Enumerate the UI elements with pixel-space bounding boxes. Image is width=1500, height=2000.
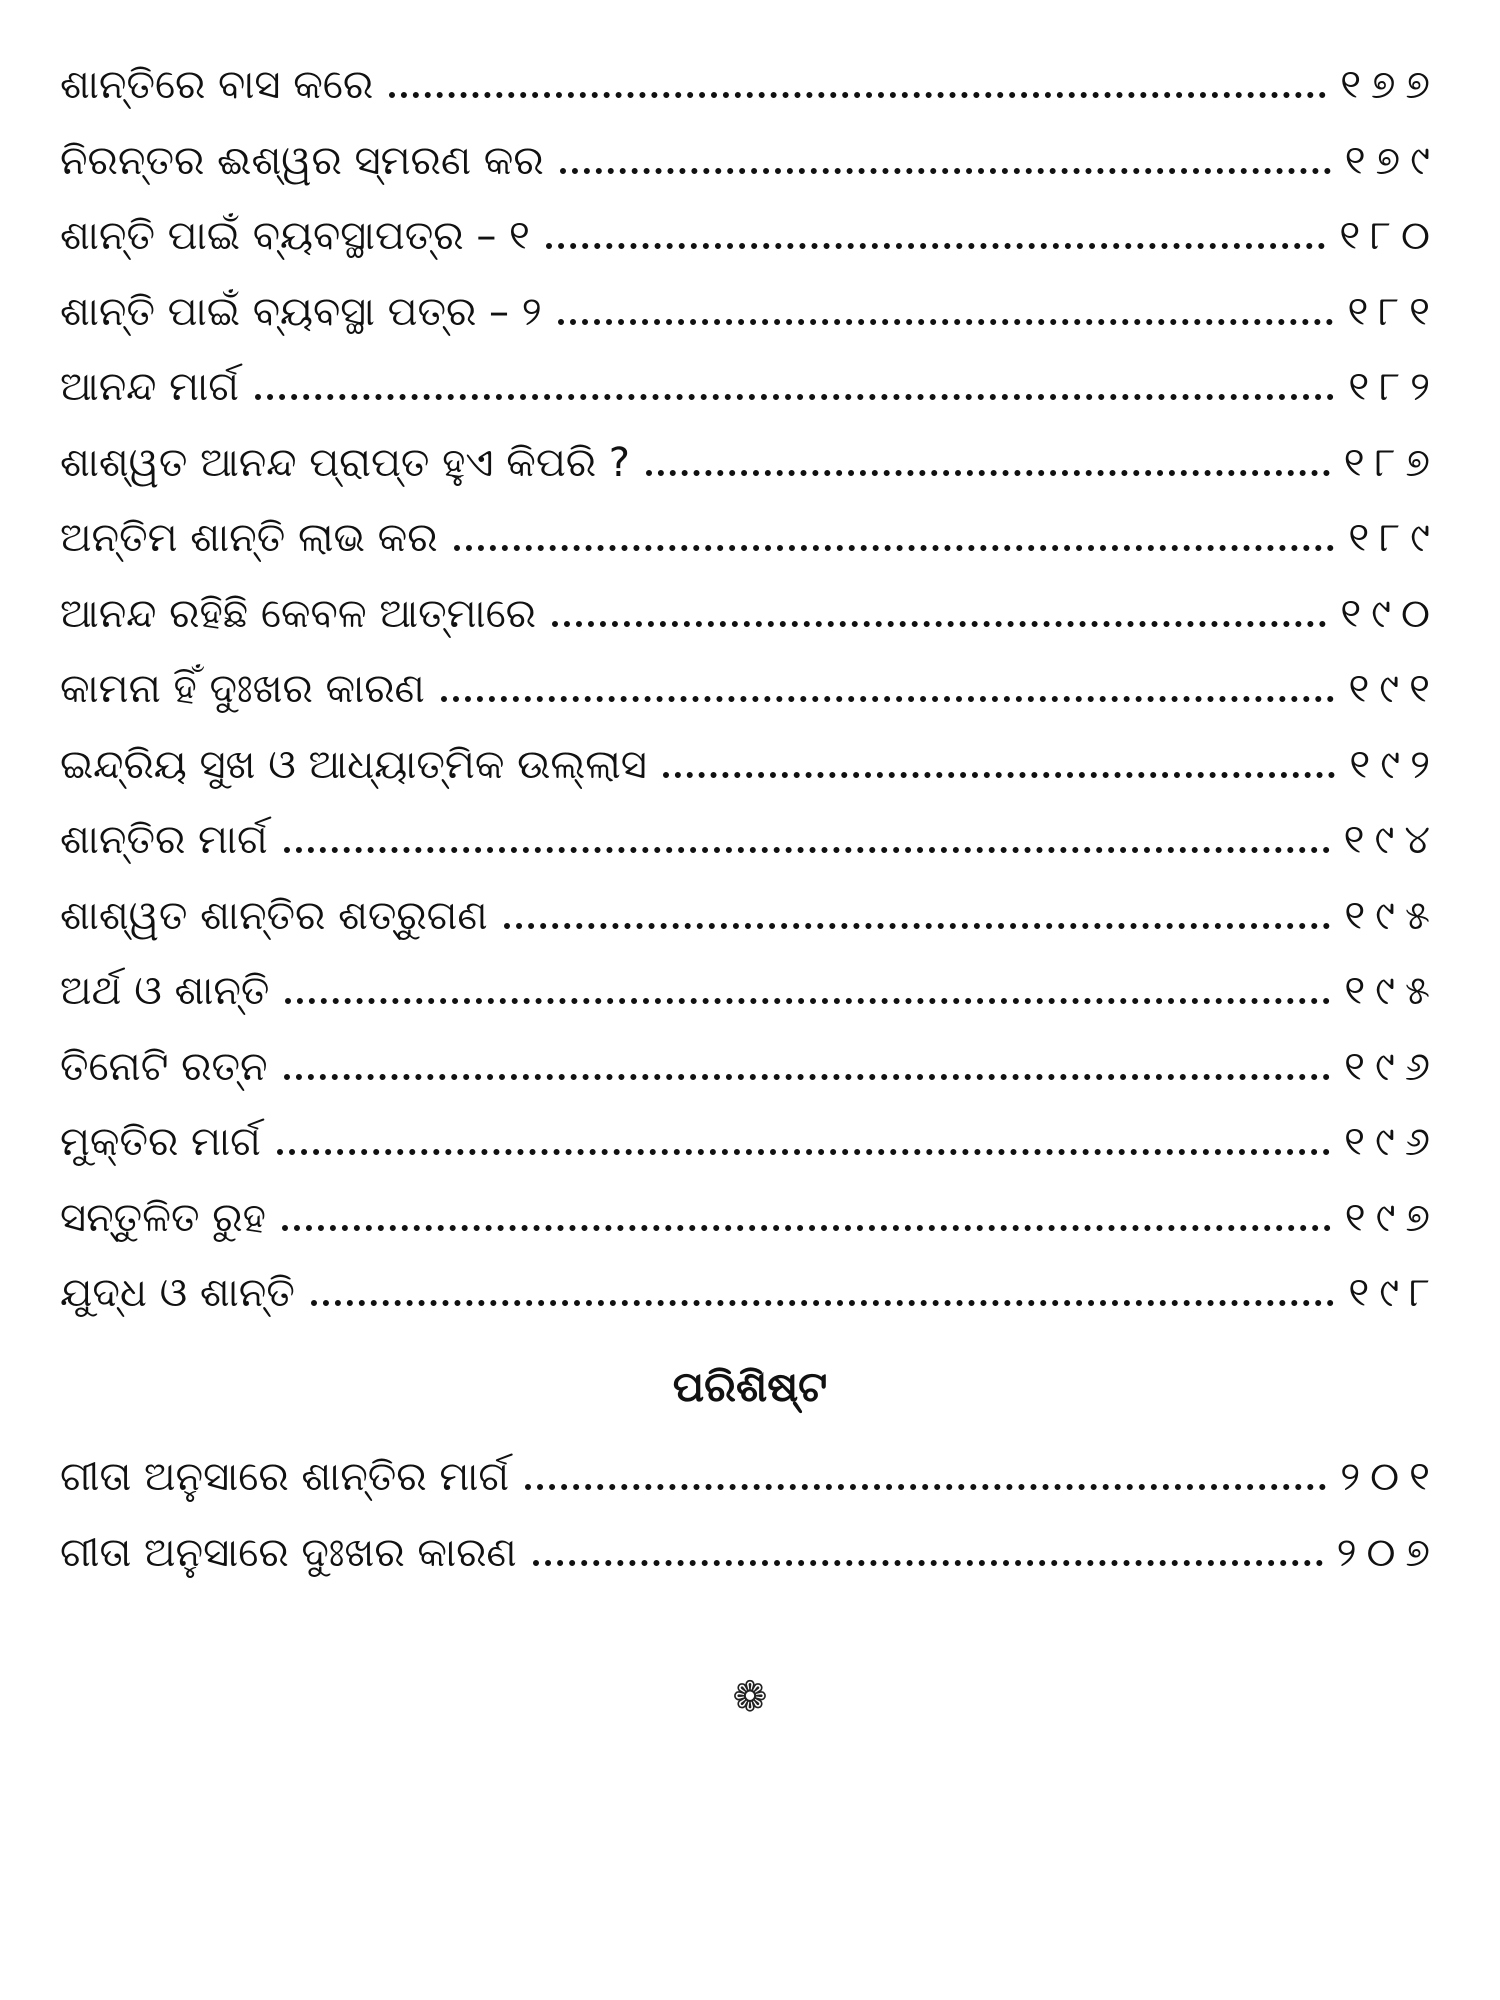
toc-entry — [60, 1030, 1440, 1106]
toc-entry — [60, 577, 1440, 653]
dot-leader — [284, 847, 1330, 853]
toc-entry-page: ୧୮୯ — [1348, 515, 1440, 561]
appendix-heading: ପରିଶିଷ୍ଟ — [672, 1362, 828, 1411]
dot-leader — [504, 923, 1331, 929]
toc-entry-page: ୧୮୦ — [1339, 213, 1440, 259]
toc-entry — [60, 124, 1440, 200]
toc-entry-title: ଅର୍ଥ ଓ ଶାନ୍ତି — [60, 968, 270, 1014]
toc-entry-page: ୧୭୯ — [1344, 137, 1440, 184]
dot-leader — [284, 1074, 1331, 1080]
appendix-entry — [60, 1516, 1440, 1592]
dot-leader — [533, 1560, 1323, 1566]
toc-entry-page: ୧୮୭ — [1343, 439, 1440, 486]
appendix-entry-page: ୨୦୭ — [1336, 1529, 1440, 1576]
toc-entry-page: ୧୯୬ — [1344, 1119, 1440, 1165]
toc-entry-title: ଶାଶ୍ୱତ ଶାନ୍ତିର ଶତ୍ରୁଗଣ — [60, 892, 488, 939]
dot-leader — [277, 1149, 1330, 1155]
appendix-entry-title: ଗୀତା ଅନୁସାରେ ଦୁଃଖର କାରଣ — [60, 1529, 517, 1576]
dot-leader — [546, 243, 1325, 249]
toc-entry-title: ଅନ୍ତିମ ଶାନ୍ତି ଲାଭ କର — [60, 515, 438, 561]
toc-entry-title: ଆନନ୍ଦ ରହିଛି କେବଳ ଆତ୍ମାରେ — [60, 590, 536, 637]
toc-entry — [60, 1105, 1440, 1181]
toc-entry — [60, 199, 1440, 275]
toc-entry-title: ଶାନ୍ତିରେ ବାସ କରେ — [60, 62, 374, 108]
dot-leader — [552, 621, 1326, 627]
toc-entry-page: ୧୯୨ — [1349, 741, 1440, 788]
dot-leader — [560, 168, 1331, 174]
toc-entry — [60, 652, 1440, 728]
dot-leader — [558, 319, 1334, 325]
toc-entry-title: ନିରନ୍ତର ଈଶ୍ୱର ସ୍ମରଣ କର — [60, 137, 544, 184]
dot-leader — [663, 772, 1336, 778]
toc-entry — [60, 48, 1440, 124]
toc-entry — [60, 350, 1440, 426]
toc-entry — [60, 275, 1440, 351]
dot-leader — [311, 1300, 1335, 1306]
toc-entry-page: ୧୮୨ — [1348, 364, 1440, 410]
toc-entry-title: ଶାଶ୍ୱତ ଆନନ୍ଦ ପ୍ରାପ୍ତ ହୁଏ କିପରି ? — [60, 439, 631, 486]
toc-entry-page: ୧୯୪ — [1343, 817, 1440, 863]
appendix-list — [60, 1440, 1440, 1591]
toc-entry-title: ଆନନ୍ଦ ମାର୍ଗ — [60, 364, 239, 410]
appendix-entry — [60, 1440, 1440, 1516]
toc-entry-title: ଇନ୍ଦ୍ରିୟ ସୁଖ ଓ ଆଧ୍ୟାତ୍ମିକ ଉଲ୍ଲାସ — [60, 741, 647, 788]
dot-leader — [525, 1484, 1326, 1490]
toc-entry-page: ୧୭୭ — [1340, 62, 1440, 108]
toc-entry-page: ୧୮୧ — [1347, 288, 1440, 335]
toc-entry-page: ୧୯୮ — [1348, 1270, 1440, 1316]
appendix-entry-page: ୨୦୧ — [1340, 1454, 1440, 1500]
toc-entry-title: ଶାନ୍ତି ପାଇଁ ବ୍ୟବସ୍ଥା ପତ୍ର – ୨ — [60, 288, 542, 335]
toc-entry-page: ୧୯୬ — [1344, 1043, 1440, 1090]
toc-entry-page: ୧୯୦ — [1340, 590, 1440, 637]
dot-leader — [646, 470, 1330, 476]
toc-entry — [60, 879, 1440, 955]
dot-leader — [441, 696, 1335, 702]
toc-entry-title: କାମନା ହିଁ ଦୁଃଖର କାରଣ — [60, 666, 425, 712]
toc-list — [60, 48, 1440, 1332]
toc-entry — [60, 1256, 1440, 1332]
flower-ornament-icon: ❁ — [732, 1672, 768, 1721]
toc-entry — [60, 501, 1440, 577]
dot-leader — [255, 394, 1334, 400]
dot-leader — [454, 545, 1335, 551]
toc-entry — [60, 728, 1440, 804]
toc-entry — [60, 803, 1440, 879]
toc-entry-title: ତିନୋଟି ରତ୍ନ — [60, 1043, 268, 1090]
dot-leader — [285, 998, 1330, 1004]
toc-entry-page: ୧୯୫ — [1344, 892, 1440, 939]
toc-entry-page: ୧୯୫ — [1344, 968, 1440, 1014]
dot-leader — [389, 92, 1326, 98]
toc-entry-page: ୧୯୧ — [1348, 666, 1440, 712]
toc-entry-title: ମୁକ୍ତିର ମାର୍ଗ — [60, 1119, 261, 1165]
toc-entry-title: ଯୁଦ୍ଧ ଓ ଶାନ୍ତି — [60, 1270, 295, 1316]
toc-entry-page: ୧୯୭ — [1344, 1194, 1440, 1241]
toc-entry — [60, 426, 1440, 502]
toc-entry-title: ସନ୍ତୁଳିତ ରୁହ — [60, 1194, 266, 1241]
appendix-entry-title: ଗୀତା ଅନୁସାରେ ଶାନ୍ତିର ମାର୍ଗ — [60, 1454, 510, 1500]
dot-leader — [282, 1225, 1331, 1231]
toc-entry-title: ଶାନ୍ତିର ମାର୍ଗ — [60, 817, 268, 863]
toc-entry-title: ଶାନ୍ତି ପାଇଁ ବ୍ୟବସ୍ଥାପତ୍ର – ୧ — [60, 213, 530, 259]
toc-entry — [60, 954, 1440, 1030]
toc-entry — [60, 1181, 1440, 1257]
